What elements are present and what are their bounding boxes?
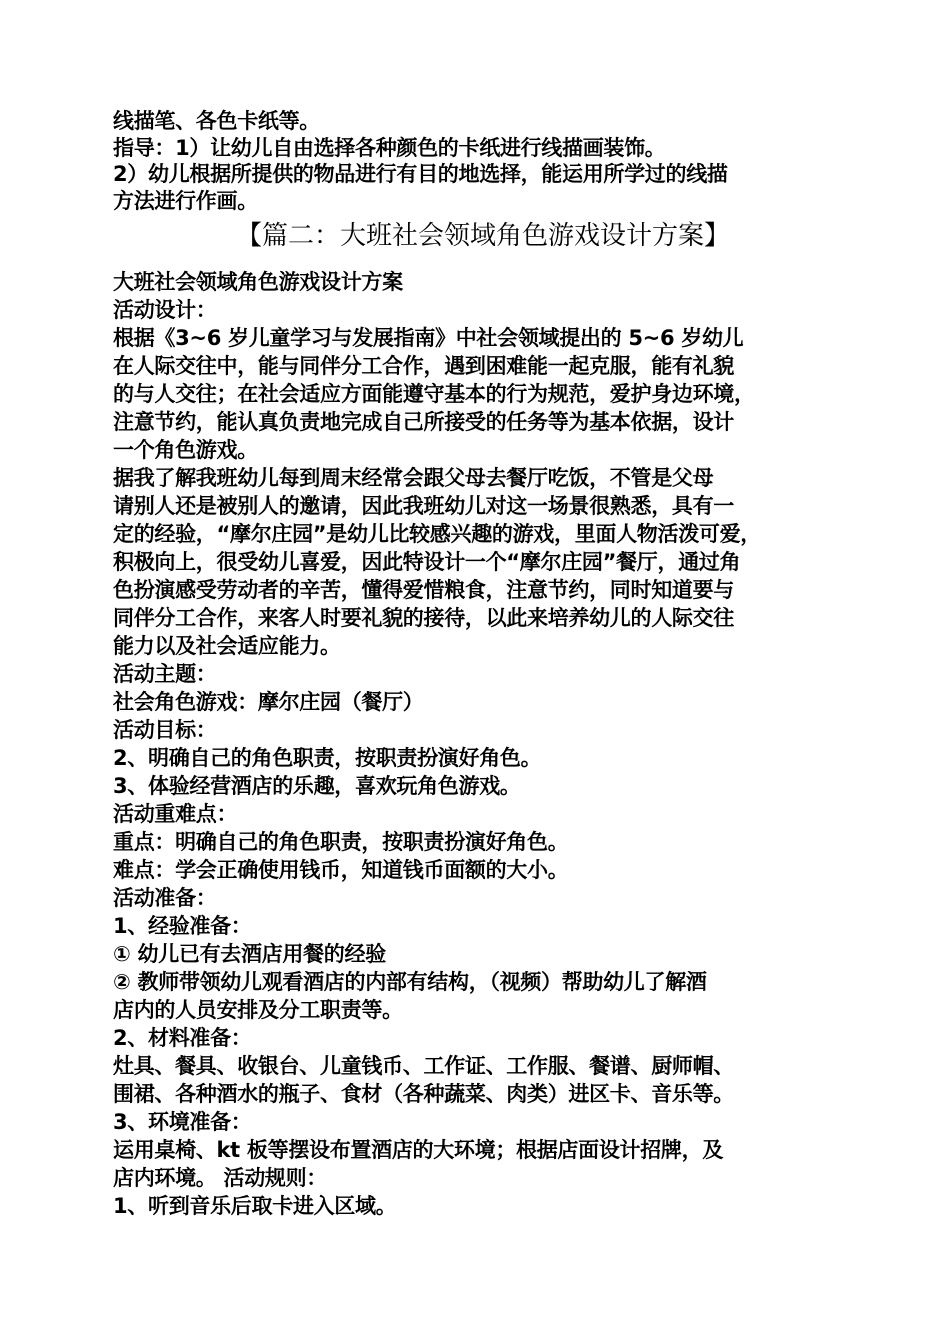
text-line: 积极向上，很受幼儿喜爱，因此特设计一个“摩尔庄园”餐厅，通过角 [113,550,741,574]
text-line: 色扮演感受劳动者的辛苦，懂得爱惜粮食，注意节约，同时知道要与 [113,578,734,602]
text-line: 活动准备： [113,886,217,910]
text-line: 同伴分工合作，来客人时要礼貌的接待，以此来培养幼儿的人际交往 [113,606,734,630]
text-line: 据我了解我班幼儿每到周末经常会跟父母去餐厅吃饭，不管是父母 [113,466,714,490]
text-line: 指导：1）让幼儿自由选择各种颜色的卡纸进行线描画装饰。 [113,135,666,160]
text-line: 店内的人员安排及分工职责等。 [113,998,403,1022]
text-line: 请别人还是被别人的邀请，因此我班幼儿对这一场景很熟悉，具有一 [113,494,734,518]
text-line: 1、听到音乐后取卡进入区域。 [113,1194,397,1218]
text-line: 3、体验经营酒店的乐趣，喜欢玩角色游戏。 [113,774,521,798]
text-line: 2、明确自己的角色职责，按职责扮演好角色。 [113,746,542,770]
text-line: 活动目标： [113,718,217,742]
top-section [113,108,843,214]
text-line: 围裙、各种酒水的瓶子、食材（各种蔬菜、肉类）进区卡、音乐等。 [113,1082,734,1106]
text-line: 线描笔、各色卡纸等。 [113,109,320,133]
document-page [113,108,843,1220]
text-line: 活动设计： [113,298,217,322]
text-line: 活动主题： [113,662,217,686]
text-line: 2）幼儿根据所提供的物品进行有目的地选择，能运用所学过的线描 [113,162,728,186]
text-line: 根据《3~6 岁儿童学习与发展指南》中社会领域提出的 5~6 岁幼儿 [113,326,744,350]
text-line: 能力以及社会适应能力。 [113,634,341,658]
text-line: 1、经验准备： [113,914,252,938]
text-line: 重点：明确自己的角色职责，按职责扮演好角色。 [113,830,569,854]
text-line: 注意节约，能认真负责地完成自己所接受的任务等为基本依据，设计 [113,410,734,434]
text-line: 难点：学会正确使用钱币，知道钱币面额的大小。 [113,858,569,882]
text-line: 运用桌椅、kt 板等摆设布置酒店的大环境；根据店面设计招牌，及 [113,1138,724,1162]
text-line: ① 幼儿已有去酒店用餐的经验 [113,942,386,966]
text-line: 一个角色游戏。 [113,438,258,462]
text-line: 活动重难点： [113,802,238,826]
text-line: 3、环境准备： [113,1110,252,1134]
section-heading: 【篇二：大班社会领域角色游戏设计方案】 [235,221,730,251]
text-line: 灶具、餐具、收银台、儿童钱币、工作证、工作服、餐谱、厨师帽、 [113,1054,734,1078]
text-line: 在人际交往中，能与同伴分工合作，遇到困难能一起克服，能有礼貌 [113,354,734,378]
text-line: 的与人交往；在社会适应方面能遵守基本的行为规范，爱护身边环境， [113,382,755,406]
text-line: 定的经验，“摩尔庄园”是幼儿比较感兴趣的游戏，里面人物活泼可爱， [113,522,762,546]
text-line: ② 教师带领幼儿观看酒店的内部有结构，（视频）帮助幼儿了解酒 [113,970,707,994]
text-line: 方法进行作画。 [113,188,258,213]
body-section [113,268,843,1220]
text-line: 店内环境。 活动规则： [113,1166,328,1190]
text-line: 社会角色游戏：摩尔庄园（餐厅） [113,690,424,714]
text-line: 2、材料准备： [113,1026,252,1050]
text-line: 大班社会领域角色游戏设计方案 [113,270,403,294]
